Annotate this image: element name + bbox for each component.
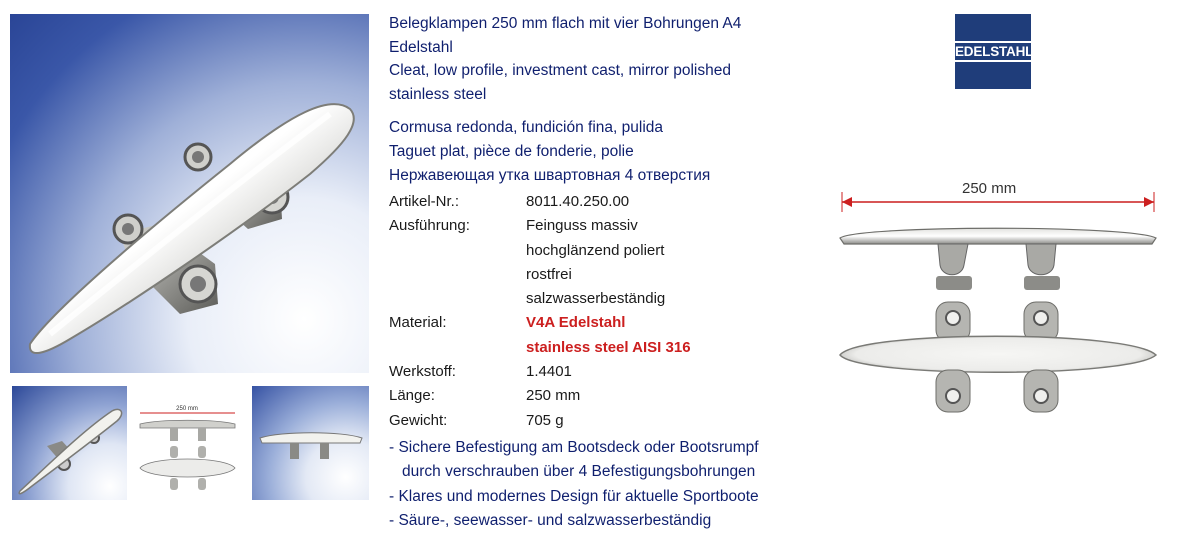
thumbnail-photo-2[interactable] — [252, 386, 369, 500]
spec-row-material-number — [389, 360, 691, 384]
spec-row-material — [389, 311, 691, 360]
spec-value: 8011.40.250.00 — [526, 193, 630, 210]
thumbnail-photo-1[interactable] — [12, 386, 127, 500]
translation-spanish: Cormusa redonda, fundición fina, pulida — [389, 119, 664, 136]
technical-drawing[interactable] — [830, 170, 1170, 425]
cleat-thumbnail-icon — [12, 386, 127, 500]
spec-value: rostfrei — [526, 265, 572, 283]
feature-item: - Klares und modernes Design für aktuelle Sportboote — [389, 487, 759, 505]
title-line: stainless steel — [389, 85, 487, 103]
cleat-side-view — [840, 228, 1156, 290]
title-line: Edelstahl — [389, 38, 453, 56]
spec-table — [389, 190, 691, 433]
title-line: Belegklampen 250 mm flach mit vier Bohrungen A4 — [389, 15, 742, 32]
edelstahl-badge — [955, 14, 1034, 89]
spec-value: salzwasserbeständig — [526, 290, 666, 308]
main-product-image[interactable] — [10, 14, 369, 373]
spec-label: Werkstoff: — [389, 363, 456, 381]
thumbnail-drawing[interactable] — [130, 386, 245, 500]
spec-label: Länge: — [389, 387, 435, 405]
spec-label: Material: — [389, 314, 447, 332]
cleat-top-view — [840, 302, 1156, 412]
spec-row-weight — [389, 409, 691, 433]
spec-value: 250 mm — [526, 387, 581, 405]
feature-item — [389, 460, 759, 484]
dimension-label: 250 mm — [962, 180, 1017, 197]
feature-list — [389, 436, 759, 533]
feature-item: - Sichere Befestigung am Bootsdeck oder Bootsrumpf — [389, 439, 759, 456]
spec-value-highlight: V4A Edelstahl — [526, 314, 626, 332]
spec-value-highlight: stainless steel AISI 316 — [526, 338, 691, 356]
product-translations — [389, 116, 809, 188]
spec-value: hochglänzend poliert — [526, 241, 665, 259]
spec-label: Gewicht: — [389, 411, 448, 429]
spec-row-length — [389, 384, 691, 408]
cleat-side-thumbnail-icon — [252, 386, 369, 500]
feature-item: - Säure-, seewasser- und salzwasserbeständig — [389, 511, 712, 529]
cleat-dimension-drawing-icon — [830, 170, 1170, 425]
spec-value: 1.4401 — [526, 363, 572, 381]
thumbnail-dimension-label: 250 mm — [176, 406, 198, 412]
spec-value: Feinguss massiv — [526, 217, 638, 235]
spec-row-execution — [389, 214, 691, 311]
spec-row-article — [389, 190, 691, 214]
cleat-photo-icon — [10, 14, 369, 373]
spec-value: 705 g — [526, 411, 564, 429]
cleat-drawing-thumbnail-icon — [130, 386, 245, 500]
badge-label: EDELSTAHL — [955, 41, 1031, 62]
spec-label: Artikel-Nr.: — [389, 193, 460, 210]
title-line: Cleat, low profile, investment cast, mirror polished — [389, 62, 731, 79]
translation-russian: Нержавеющая утка швартовная 4 отверстия — [389, 167, 711, 184]
feature-item-continuation: durch verschrauben über 4 Befestigungsbohrungen — [402, 463, 756, 481]
spec-label: Ausführung: — [389, 217, 470, 235]
translation-french: Taguet plat, pièce de fonderie, polie — [389, 143, 634, 160]
product-title — [389, 12, 809, 106]
